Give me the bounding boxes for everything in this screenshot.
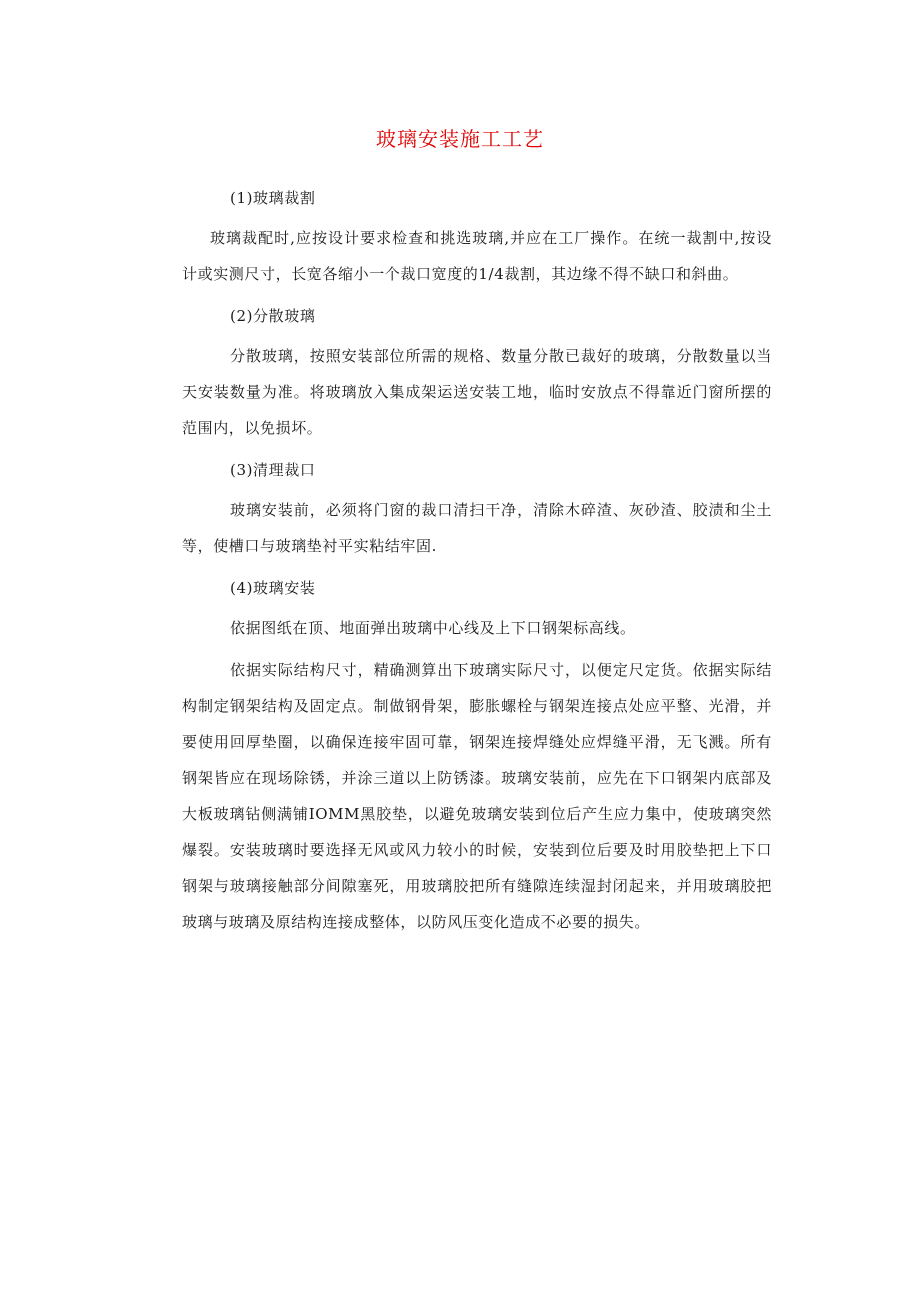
section-heading: (2)分散玻璃 bbox=[230, 307, 316, 325]
section-paragraph: 依据实际结构尺寸，精确测算出下玻璃实际尺寸，以便定尺定货。依据实际结构制定钢架结构及固定点。制做钢骨架，膨胀螺栓与钢架连接点处应平整、光滑，并要使用回厚垫圈，以确保连接牢固可靠，钢架连接焊缝处应焊缝平滑，无飞溅。所有钢架皆应在现场除锈，并涂三道以上防锈漆。玻璃安装前，应先在下口钢架内底部及大板玻璃钻侧满铺IOMM黑胶垫，以避免玻璃安装到位后产生应力集中，使玻璃突然爆裂。安装玻璃时要选择无风或风力较小的时候，安装到位后要及时用胶垫把上下口钢架与玻璃接触部分间隙塞死，用玻璃胶把所有缝隙连续湿封闭起来，并用玻璃胶把玻璃与玻璃及原结构连接成整体，以防风压变化造成不必要的损失。 bbox=[182, 661, 772, 931]
section-heading: (1)玻璃裁割 bbox=[230, 189, 316, 207]
section-paragraph: 玻璃安装前，必须将门窗的裁口清扫干净，清除木碎渣、灰砂渣、胶渍和尘土等，使槽口与玻璃垫衬平实粘结牢固. bbox=[182, 501, 772, 555]
section-paragraph: 依据图纸在顶、地面弹出玻璃中心线及上下口钢架标高线。 bbox=[230, 619, 636, 637]
section-paragraph: 分散玻璃，按照安装部位所需的规格、数量分散已裁好的玻璃，分散数量以当天安装数量为准。将玻璃放入集成架运送安装工地，临时安放点不得靠近门窗所摆的范围内，以免损坏。 bbox=[182, 347, 772, 437]
section-heading: (4)玻璃安装 bbox=[230, 579, 316, 597]
document-title: 玻璃安装施工工艺 bbox=[376, 127, 544, 151]
section-paragraph: 玻璃裁配时,应按设计要求检查和挑选玻璃,并应在工厂操作。在统一裁割中,按设计或实测尺寸，长宽各缩小一个裁口宽度的1/4裁割，其边缘不得不缺口和斜曲。 bbox=[182, 229, 772, 283]
section-heading: (3)清理裁口 bbox=[230, 461, 316, 479]
document-body bbox=[182, 180, 772, 946]
